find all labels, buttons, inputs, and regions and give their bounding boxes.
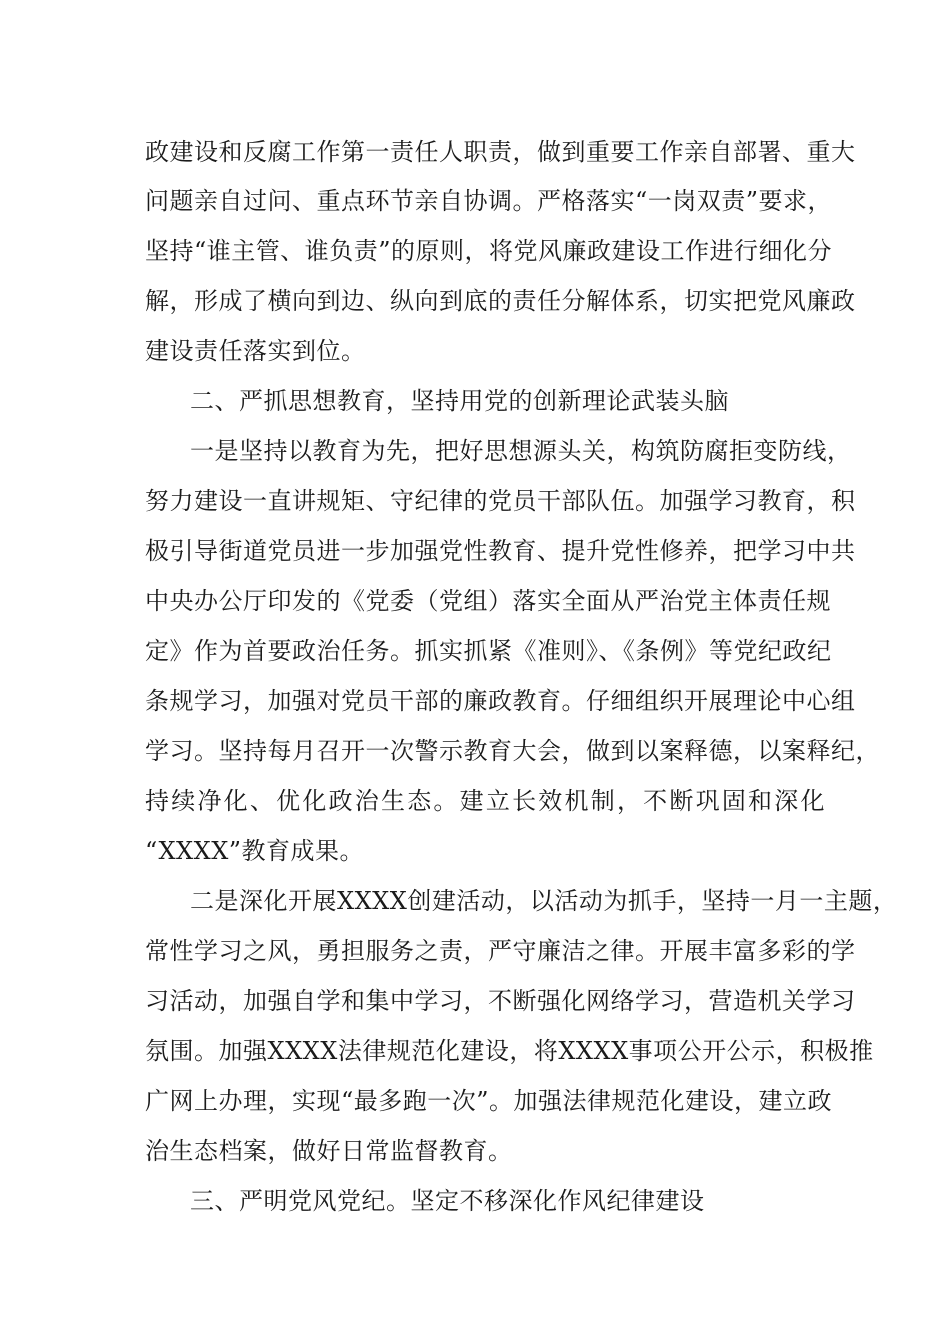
paragraph-line: 二是深化开展XXXX创建活动，以活动为抓手，坚持一月一主题， xyxy=(190,887,898,915)
paragraph-line: 建设责任落实到位。 xyxy=(145,337,366,365)
paragraph-line: 条规学习，加强对党员干部的廉政教育。仔细组织开展理论中心组 xyxy=(145,687,856,715)
paragraph-line: 学习。坚持每月召开一次警示教育大会，做到以案释德，以案释纪， xyxy=(145,737,880,765)
paragraph-line: 坚持“谁主管、谁负责”的原则，将党风廉政建设工作进行细化分 xyxy=(145,237,833,265)
paragraph-line: 治生态档案，做好日常监督教育。 xyxy=(145,1137,513,1165)
paragraph-line: “XXXX”教育成果。 xyxy=(145,837,365,865)
paragraph-line: 氛围。加强XXXX法律规范化建设，将XXXX事项公开公示，积极推 xyxy=(145,1037,874,1065)
paragraph-line: 努力建设一直讲规矩、守纪律的党员干部队伍。加强学习教育，积 xyxy=(145,487,856,515)
paragraph-line: 定》作为首要政治任务。抓实抓紧《准则》、《条例》等党纪政纪 xyxy=(145,637,832,665)
paragraph-line: 中央办公厅印发的《党委（党组）落实全面从严治党主体责任规 xyxy=(145,587,831,615)
paragraph-line: 问题亲自过问、重点环节亲自协调。严格落实“一岗双责”要求， xyxy=(145,187,833,215)
paragraph-line: 一是坚持以教育为先，把好思想源头关，构筑防腐拒变防线， xyxy=(190,437,852,465)
paragraph-line: 极引导街道党员进一步加强党性教育、提升党性修养，把学习中共 xyxy=(145,537,856,565)
paragraph-line: 政建设和反腐工作第一责任人职责，做到重要工作亲自部署、重大 xyxy=(145,138,856,166)
paragraph-line: 持续净化、优化政治生态。建立长效机制，不断巩固和深化 xyxy=(145,787,825,815)
paragraph-line: 解，形成了横向到边、纵向到底的责任分解体系，切实把党风廉政 xyxy=(145,287,856,315)
paragraph-line: 习活动，加强自学和集中学习，不断强化网络学习，营造机关学习 xyxy=(145,987,856,1015)
paragraph-line: 广网上办理，实现“最多跑一次”。加强法律规范化建设，建立政 xyxy=(145,1087,833,1115)
section-heading: 三、严明党风党纪。坚定不移深化作风纪律建设 xyxy=(190,1187,705,1215)
paragraph-line: 常性学习之风，勇担服务之责，严守廉洁之律。开展丰富多彩的学 xyxy=(145,937,856,965)
section-heading: 二、严抓思想教育，坚持用党的创新理论武装头脑 xyxy=(190,387,729,415)
